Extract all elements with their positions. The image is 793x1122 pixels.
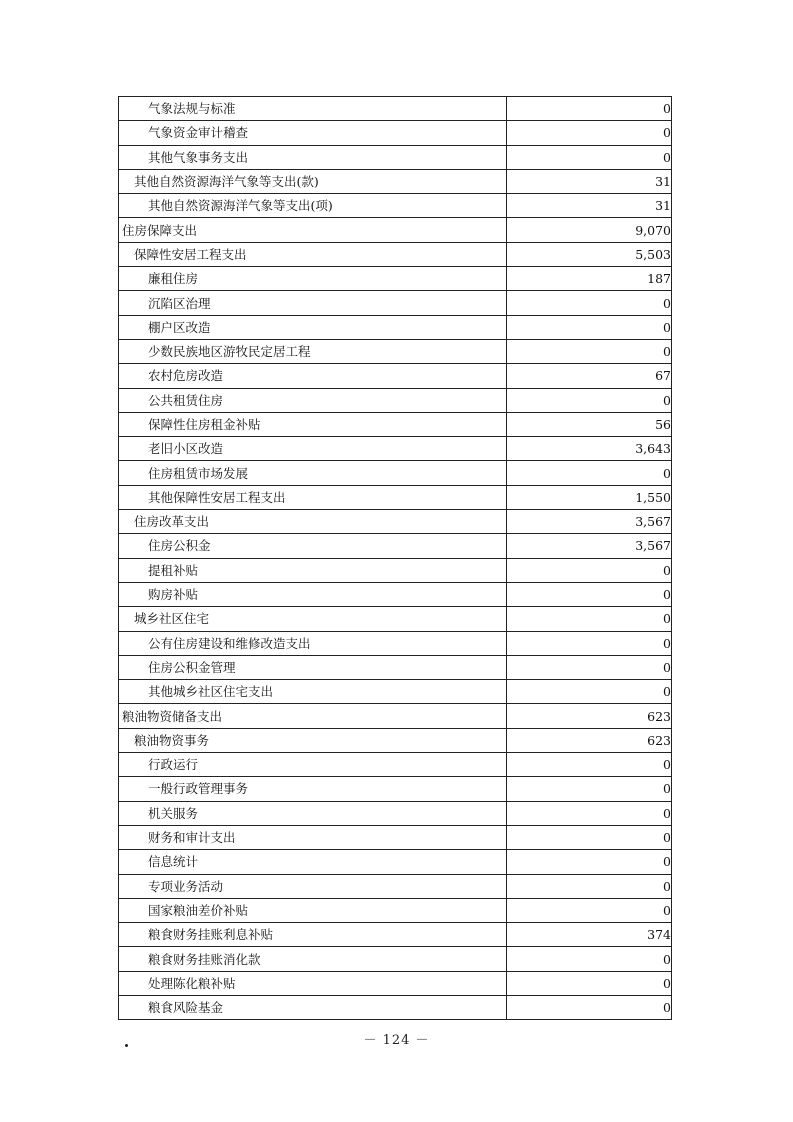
row-amount: 0 (507, 461, 672, 485)
row-item-name: 专项业务活动 (119, 874, 507, 898)
row-amount: 0 (507, 315, 672, 339)
row-amount: 0 (507, 655, 672, 679)
row-item-name: 国家粮油差价补贴 (119, 898, 507, 922)
table-row (119, 777, 672, 801)
row-amount: 3,567 (507, 534, 672, 558)
row-amount: 623 (507, 704, 672, 728)
table-row (119, 801, 672, 825)
table-row (119, 704, 672, 728)
row-amount: 623 (507, 728, 672, 752)
row-item-name: 信息统计 (119, 850, 507, 874)
row-amount: 0 (507, 97, 672, 121)
table-row (119, 145, 672, 169)
row-item-name: 住房租赁市场发展 (119, 461, 507, 485)
table-row (119, 631, 672, 655)
row-item-name: 住房公积金 (119, 534, 507, 558)
row-amount: 374 (507, 923, 672, 947)
row-item-name: 棚户区改造 (119, 315, 507, 339)
row-amount: 0 (507, 631, 672, 655)
row-amount: 0 (507, 339, 672, 363)
table-row (119, 194, 672, 218)
row-amount: 3,567 (507, 510, 672, 534)
row-amount: 0 (507, 777, 672, 801)
row-amount: 0 (507, 388, 672, 412)
table-row (119, 923, 672, 947)
row-amount: 0 (507, 971, 672, 995)
row-item-name: 老旧小区改造 (119, 437, 507, 461)
table-row (119, 534, 672, 558)
table-row (119, 339, 672, 363)
row-item-name: 公有住房建设和维修改造支出 (119, 631, 507, 655)
row-item-name: 城乡社区住宅 (119, 607, 507, 631)
row-amount: 31 (507, 169, 672, 193)
table-row (119, 582, 672, 606)
table-row (119, 850, 672, 874)
table-row (119, 242, 672, 266)
table-row (119, 753, 672, 777)
table-row (119, 364, 672, 388)
table-row (119, 607, 672, 631)
row-item-name: 其他自然资源海洋气象等支出(款) (119, 169, 507, 193)
row-amount: 0 (507, 850, 672, 874)
table-row (119, 437, 672, 461)
row-amount: 1,550 (507, 485, 672, 509)
row-item-name: 粮油物资事务 (119, 728, 507, 752)
row-item-name: 机关服务 (119, 801, 507, 825)
row-amount: 0 (507, 947, 672, 971)
table-row (119, 558, 672, 582)
row-item-name: 农村危房改造 (119, 364, 507, 388)
row-amount: 0 (507, 121, 672, 145)
row-item-name: 保障性安居工程支出 (119, 242, 507, 266)
row-item-name: 住房保障支出 (119, 218, 507, 242)
table-row (119, 169, 672, 193)
table-row (119, 267, 672, 291)
page-number: － 124 － (363, 1033, 430, 1048)
row-item-name: 财务和审计支出 (119, 825, 507, 849)
row-item-name: 行政运行 (119, 753, 507, 777)
table-row (119, 510, 672, 534)
table-row (119, 291, 672, 315)
table-row (119, 995, 672, 1019)
row-item-name: 其他保障性安居工程支出 (119, 485, 507, 509)
table-row (119, 874, 672, 898)
row-amount: 0 (507, 753, 672, 777)
row-item-name: 气象法规与标准 (119, 97, 507, 121)
table-row (119, 388, 672, 412)
row-amount: 0 (507, 558, 672, 582)
row-item-name: 一般行政管理事务 (119, 777, 507, 801)
row-amount: 31 (507, 194, 672, 218)
row-item-name: 处理陈化粮补贴 (119, 971, 507, 995)
row-item-name: 保障性住房租金补贴 (119, 412, 507, 436)
row-item-name: 粮食财务挂账利息补贴 (119, 923, 507, 947)
table-row (119, 655, 672, 679)
dot-mark (125, 1044, 128, 1047)
row-item-name: 廉租住房 (119, 267, 507, 291)
table-row (119, 412, 672, 436)
row-item-name: 其他自然资源海洋气象等支出(项) (119, 194, 507, 218)
table-row (119, 121, 672, 145)
expenditure-table (118, 96, 672, 1020)
row-amount: 56 (507, 412, 672, 436)
row-amount: 0 (507, 582, 672, 606)
row-amount: 0 (507, 145, 672, 169)
table-row (119, 218, 672, 242)
row-item-name: 住房公积金管理 (119, 655, 507, 679)
table-row (119, 728, 672, 752)
table-row (119, 461, 672, 485)
table-row (119, 947, 672, 971)
row-item-name: 气象资金审计稽查 (119, 121, 507, 145)
row-amount: 0 (507, 680, 672, 704)
table-body (119, 97, 672, 1020)
row-amount: 0 (507, 825, 672, 849)
row-item-name: 沉陷区治理 (119, 291, 507, 315)
row-amount: 67 (507, 364, 672, 388)
row-item-name: 其他城乡社区住宅支出 (119, 680, 507, 704)
row-item-name: 粮油物资储备支出 (119, 704, 507, 728)
row-amount: 9,070 (507, 218, 672, 242)
row-amount: 0 (507, 607, 672, 631)
row-item-name: 购房补贴 (119, 582, 507, 606)
row-item-name: 粮食风险基金 (119, 995, 507, 1019)
row-amount: 0 (507, 898, 672, 922)
row-item-name: 其他气象事务支出 (119, 145, 507, 169)
row-amount: 0 (507, 291, 672, 315)
row-item-name: 少数民族地区游牧民定居工程 (119, 339, 507, 363)
table-row (119, 485, 672, 509)
row-item-name: 粮食财务挂账消化款 (119, 947, 507, 971)
row-amount: 3,643 (507, 437, 672, 461)
row-amount: 187 (507, 267, 672, 291)
row-item-name: 公共租赁住房 (119, 388, 507, 412)
row-amount: 0 (507, 801, 672, 825)
row-item-name: 住房改革支出 (119, 510, 507, 534)
table-row (119, 680, 672, 704)
table-row (119, 97, 672, 121)
table-row (119, 898, 672, 922)
row-amount: 5,503 (507, 242, 672, 266)
row-amount: 0 (507, 995, 672, 1019)
table-row (119, 315, 672, 339)
table-row (119, 971, 672, 995)
row-item-name: 提租补贴 (119, 558, 507, 582)
table-row (119, 825, 672, 849)
row-amount: 0 (507, 874, 672, 898)
